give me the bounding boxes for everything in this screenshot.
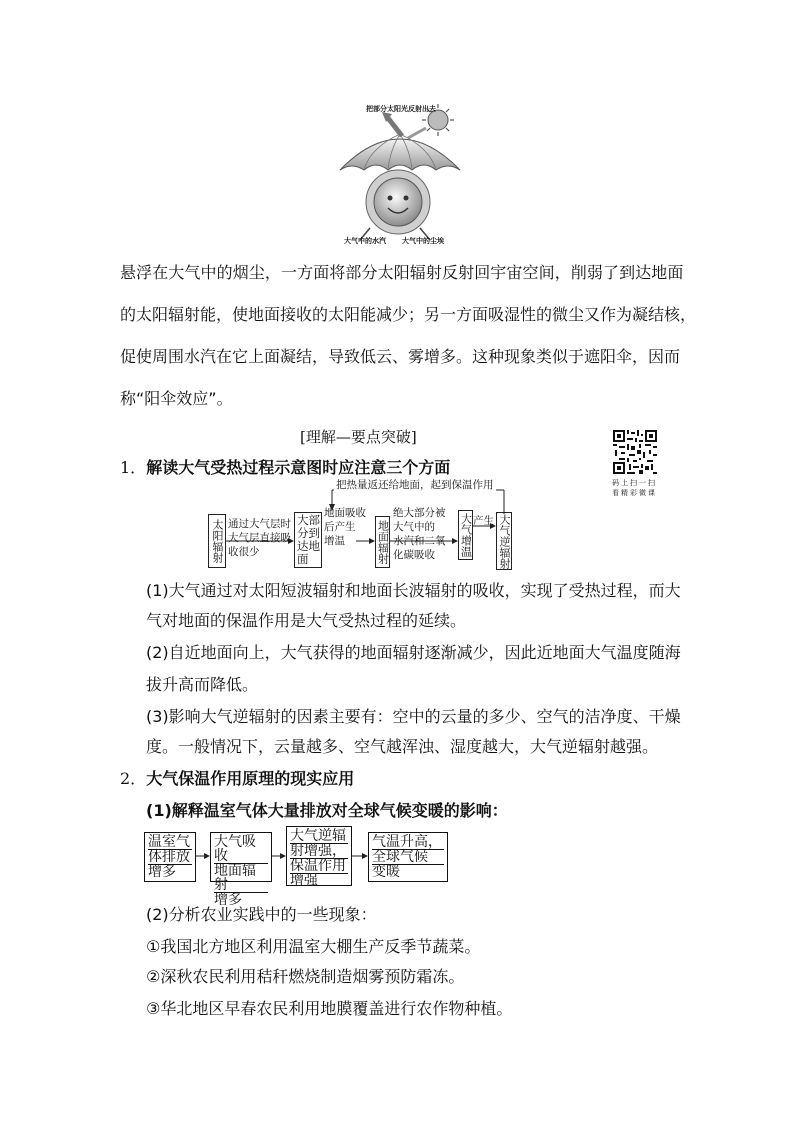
point-line: (1)大气通过对太阳短波辐射和地面长波辐射的吸收，实现了受热过程，而大: [146, 581, 681, 600]
item2-sub2: [146, 902, 377, 925]
example-line: ②深秋农民利用秸秆燃烧制造烟雾预防霜冻。: [146, 967, 465, 986]
flow-text: 射增强，: [290, 843, 346, 859]
item-number: 1．: [120, 458, 147, 477]
atm-absorb-line: 水汽和二氧: [393, 535, 446, 547]
flow-text: 全球气候: [372, 850, 444, 865]
flow-text: 体排放: [148, 849, 190, 865]
box-ground-reach-text: 大部分到达地面: [297, 513, 320, 566]
flow-text: 大气逆辐: [290, 828, 346, 844]
item2-heading: [120, 766, 354, 789]
ground-absorb-text: [324, 506, 366, 548]
box-atmosphere-warming: 大气增温: [458, 510, 473, 560]
item2-sub1-text: (1)解释温室气体大量排放对全球气候变暖的影响：: [146, 801, 508, 820]
flow-text: 气温升高，: [372, 834, 442, 850]
example-line: ③华北地区早春农民利用地膜覆盖进行农作物种植。: [146, 999, 513, 1018]
box-solar-radiation: 太阳辐射: [208, 514, 226, 568]
ground-absorb-line: 地面吸收: [324, 507, 366, 519]
flow-text: 大气吸收: [214, 835, 268, 864]
qr-code-icon[interactable]: [611, 428, 659, 476]
point-line: 气对地面的保温作用是大气受热过程的延续。: [146, 611, 467, 630]
atm-absorb-text: [393, 506, 446, 562]
umbrella-earth-icon: [330, 98, 470, 248]
item-title: 解读大气受热过程示意图时应注意三个方面: [146, 458, 451, 477]
flow-box: [210, 832, 272, 908]
box-ground-radiation: 地面辐射: [375, 516, 390, 568]
pass-text: [228, 517, 291, 559]
item-title: 大气保温作用原理的现实应用: [146, 769, 355, 788]
example-line: ①我国北方地区利用温室大棚生产反季节蔬菜。: [146, 937, 481, 956]
flow-text: 增强: [290, 873, 318, 889]
flow-box: [286, 826, 352, 889]
item2-sub1: [146, 798, 508, 821]
atm-absorb-line: 大气中的: [393, 521, 435, 533]
intro-line: 悬浮在大气中的烟尘，一方面将部分太阳辐射反射回宇宙空间，削弱了到达地面: [120, 263, 684, 282]
item-number: 2．: [120, 769, 147, 788]
pass-line: 通过大气层时: [228, 518, 291, 530]
box-ground-reach: [294, 512, 322, 568]
feedback-label: 把热量返还给地面，起到保温作用: [336, 479, 494, 491]
umbrella-effect-illustration: [330, 98, 470, 248]
item2-sub2-text: (2)分析农业实践中的一些现象：: [146, 905, 377, 924]
box-counter-radiation: 大气逆辐射: [498, 513, 511, 569]
flow-box: [144, 832, 196, 882]
intro-line: 的太阳辐射能，使地面接收的太阳能减少；另一方面吸湿性的微尘又作为凝结核，: [120, 305, 697, 324]
qr-caption: 码上扫一扫: [612, 479, 657, 487]
point-line: (3)影响大气逆辐射的因素主要有：空中的云量的多少、空气的洁净度、干燥: [146, 707, 681, 726]
point-line: 拔升高而降低。: [146, 675, 259, 694]
produce-label: 产生: [473, 515, 494, 527]
warming-flow-diagram: [142, 826, 452, 908]
item1-heading: [120, 455, 450, 478]
atm-absorb-line: 化碳吸收: [393, 549, 435, 561]
intro-line: 促使周围水汽在它上面凝结，导致低云、雾增多。这种现象类似于遮阳伞，因而: [120, 347, 681, 366]
heating-process-diagram: [206, 478, 526, 572]
flow-text: 增多: [214, 892, 242, 908]
illustration-caption-left: 大气中的水汽: [344, 236, 386, 245]
illustration-caption-right: 大气中的尘埃: [402, 236, 444, 245]
pass-line: 收很少: [228, 546, 260, 558]
ground-absorb-line: 后产生: [324, 521, 356, 533]
point-line: 度。一般情况下，云量越多、空气越浑浊、湿度越大，大气逆辐射越强。: [146, 737, 659, 756]
flow-text: 变暖: [372, 864, 400, 880]
point-line: (2)自近地面向上，大气获得的地面辐射逐渐减少，因此近地面大气温度随海: [146, 643, 681, 662]
illustration-caption-top: 把部分太阳光反射出去: [366, 104, 436, 113]
flow-box: [368, 832, 448, 882]
flow-text: 增多: [148, 864, 176, 880]
flow-text: 地面辐射: [214, 864, 268, 893]
qr-caption: 看精彩微课: [612, 489, 657, 497]
flow-text: 温室气: [148, 834, 190, 850]
intro-line: 称“阳伞效应”。: [120, 389, 233, 408]
atm-absorb-line: 绝大部分被: [393, 507, 446, 519]
flow-text: 保温作用: [290, 858, 346, 874]
ground-absorb-line: 增温: [324, 535, 345, 547]
pass-line: 大气层直接吸: [228, 532, 291, 544]
section-header: [理解—要点突破]: [300, 428, 417, 446]
